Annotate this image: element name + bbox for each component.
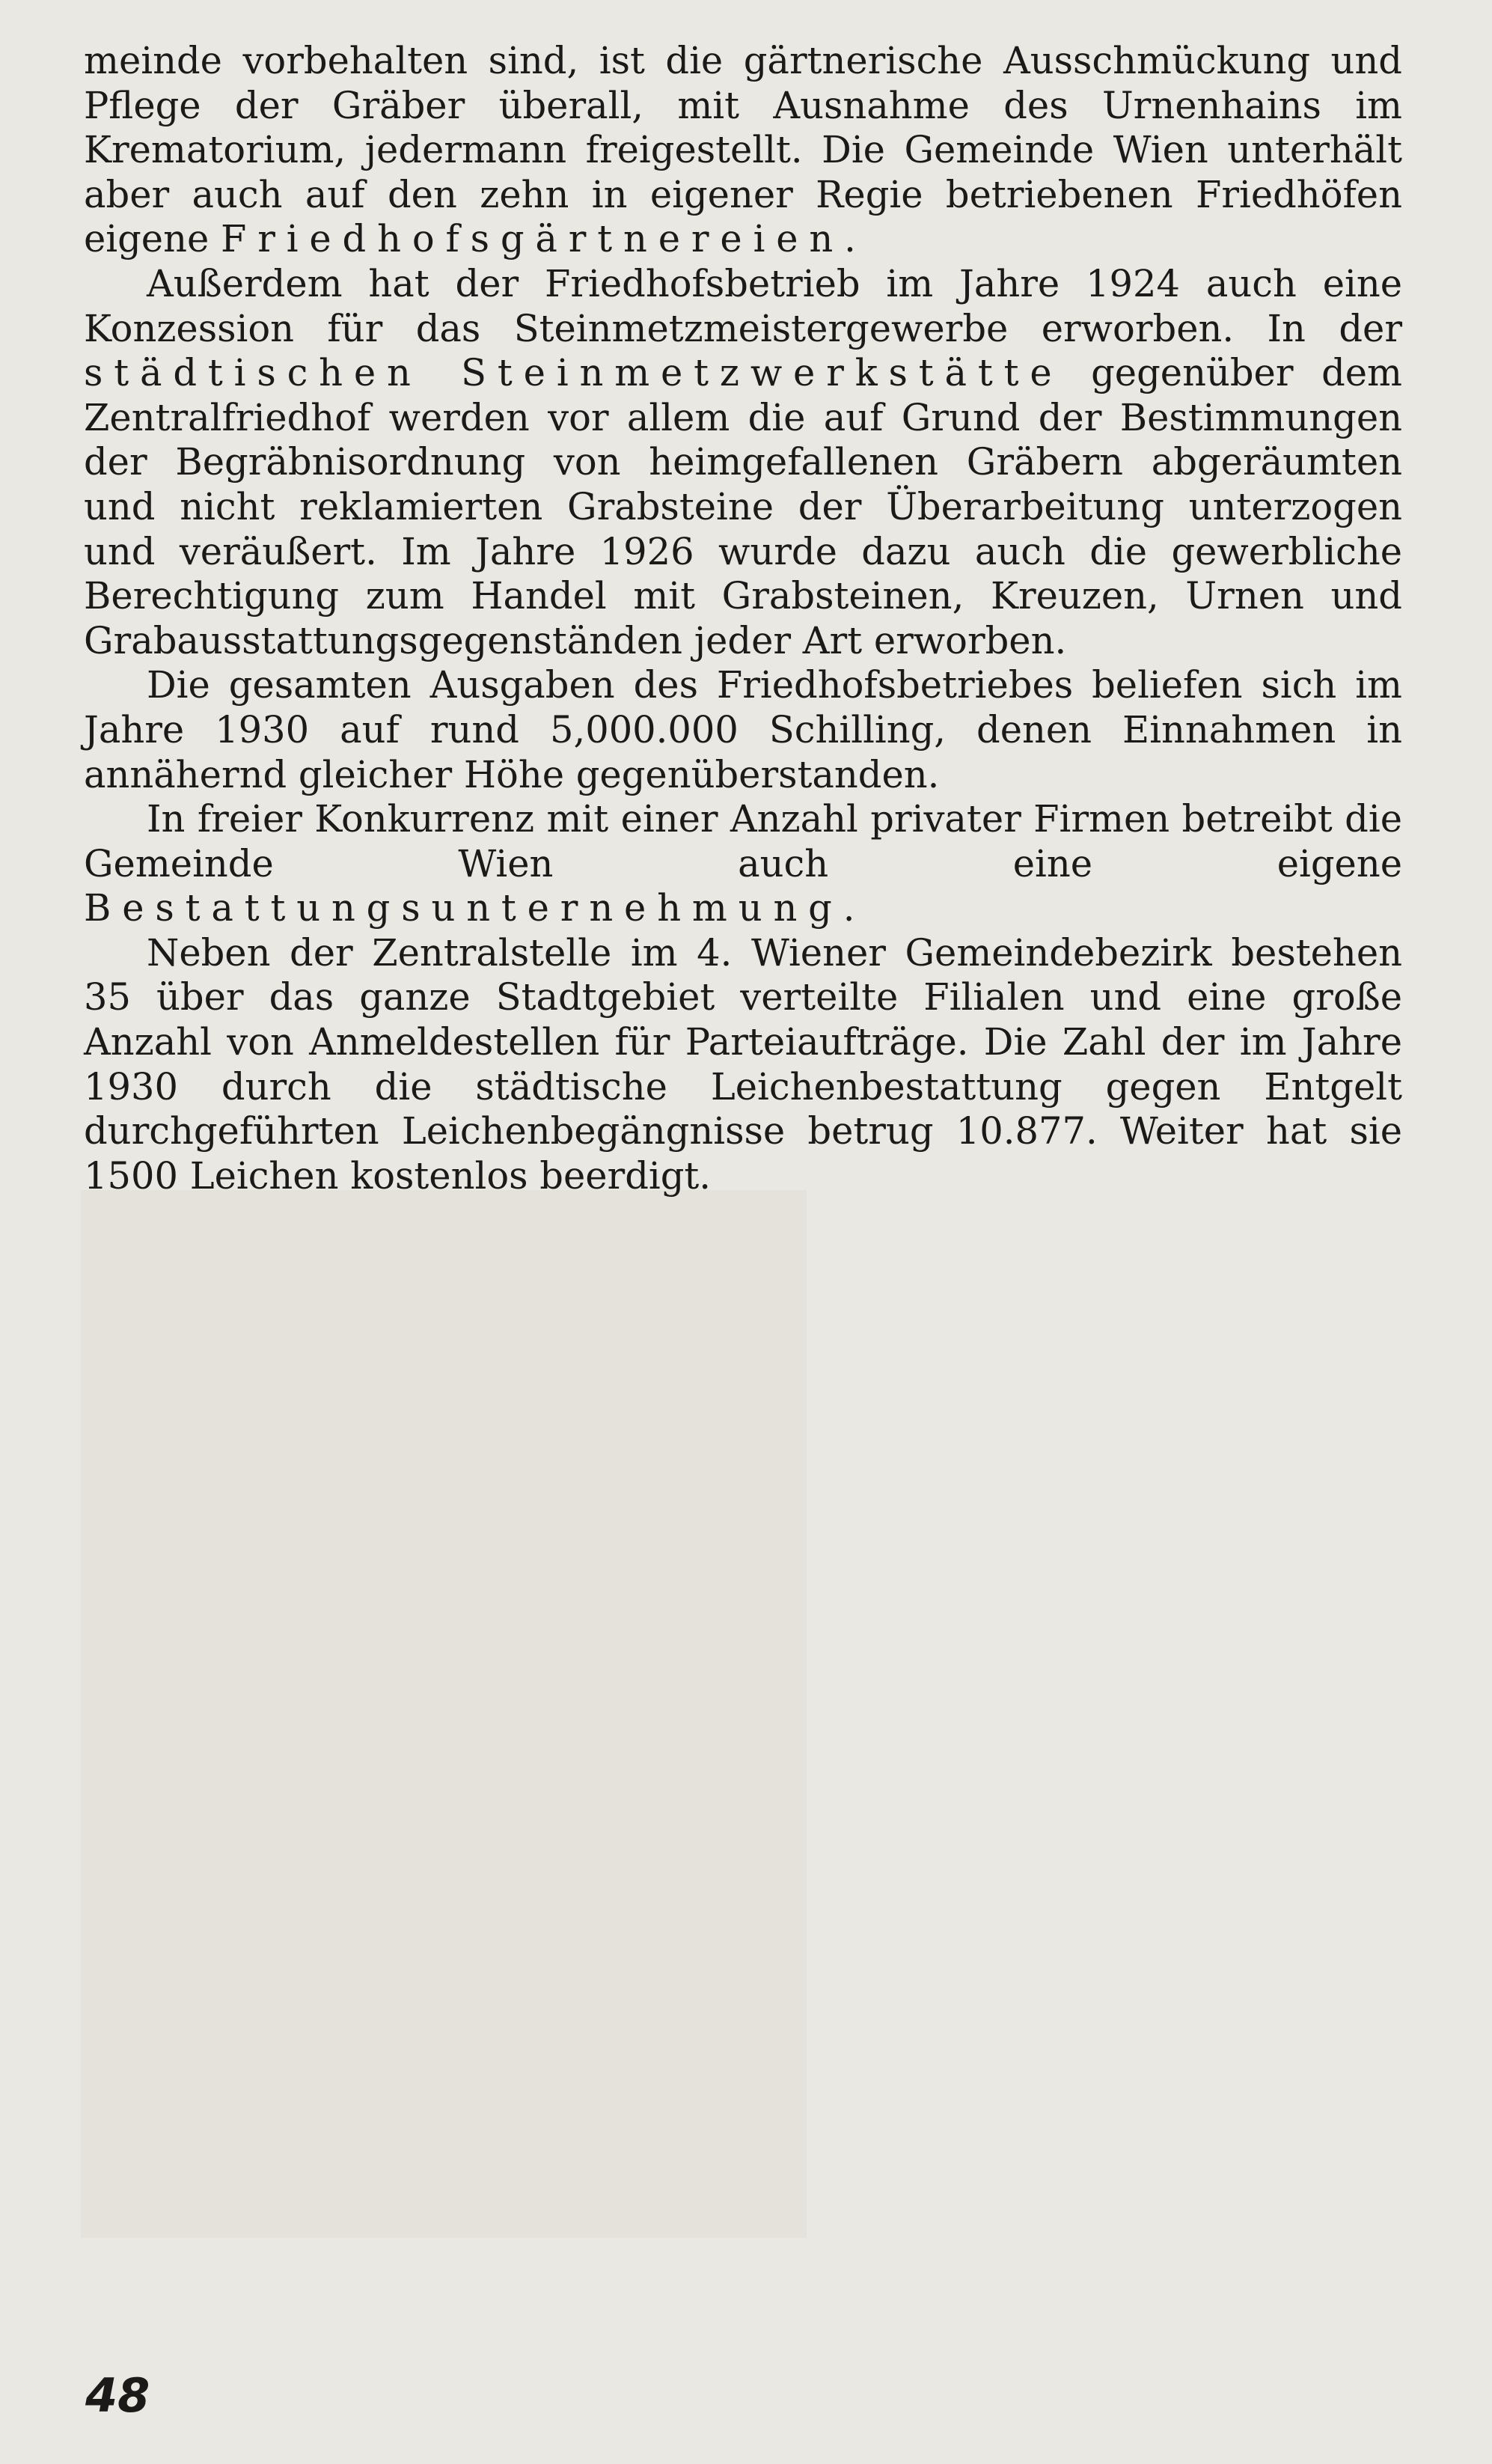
text-span: Außerdem hat der Friedhofsbetrieb im Jahre 1924 auch eine Konzession für das Steinmetzmeistergewerbe erworben. In der: [84, 261, 1402, 350]
paragraph-gardening: [84, 39, 1402, 262]
text-span: meinde vorbehalten sind, ist die gärtnerische Ausschmückung und Pflege der Gräber überall, mit Ausnahme des Urnenhains im Krematorium, jedermann freigestellt. Die Gemeinde Wien unterhält aber auch auf den zehn in eigener Regie betriebenen Friedhöfen eigene: [84, 39, 1402, 261]
text-span: Neben der Zentralstelle im 4. Wiener Gemeindebezirk bestehen 35 über das ganze Stadtgebiet verteilte Filialen und eine große Anzahl von Anmeldestellen für Parteiaufträge. Die Zahl der im Jahre 1930 durch die städtische Leichenbestattung gegen Entgelt durchgeführten Leichenbegängnisse betrug 10.877. Weiter hat sie 1500 Leichen kostenlos beerdigt.: [84, 930, 1402, 1198]
text-span: gegenüber dem Zentralfriedhof werden vor allem die auf Grund der Bestimmungen der Begräbnisordnung von heimgefallenen Gräbern abgeräumten und nicht reklamierten Grabsteine der Überarbeitung unterzogen und veräußert. Im Jahre 1926 wurde dazu auch die gewerbliche Berechtigung zum Handel mit Grabsteinen, Kreuzen, Urnen und Grabausstattungsgegenständen jeder Art erworben.: [84, 351, 1402, 662]
paragraph-funeral-company: [84, 797, 1402, 931]
emphasized-term: Bestattungsunternehmung: [84, 886, 843, 930]
emphasized-term: städtischen Steinmetzwerkstätte: [84, 351, 1063, 395]
text-span: Die gesamten Ausgaben des Friedhofsbetriebes beliefen sich im Jahre 1930 auf rund 5,000.000 Schilling, denen Einnahmen in annähernd gleicher Höhe gegenüberstanden.: [84, 663, 1402, 796]
paragraph-stonemason: [84, 262, 1402, 663]
paragraph-expenses: [84, 663, 1402, 797]
paragraph-branches: [84, 931, 1402, 1199]
body-text: [84, 39, 1402, 1198]
text-span: In freier Konkurrenz mit einer Anzahl privater Firmen betreibt die Gemeinde Wien auch eine eigene: [84, 797, 1402, 885]
page-number: 48: [85, 2368, 150, 2423]
emphasized-term: Friedhofsgärtnereien: [221, 217, 845, 261]
faint-show-through-image: [81, 1190, 807, 2238]
text-span: .: [844, 217, 856, 261]
text-span: .: [843, 886, 855, 930]
